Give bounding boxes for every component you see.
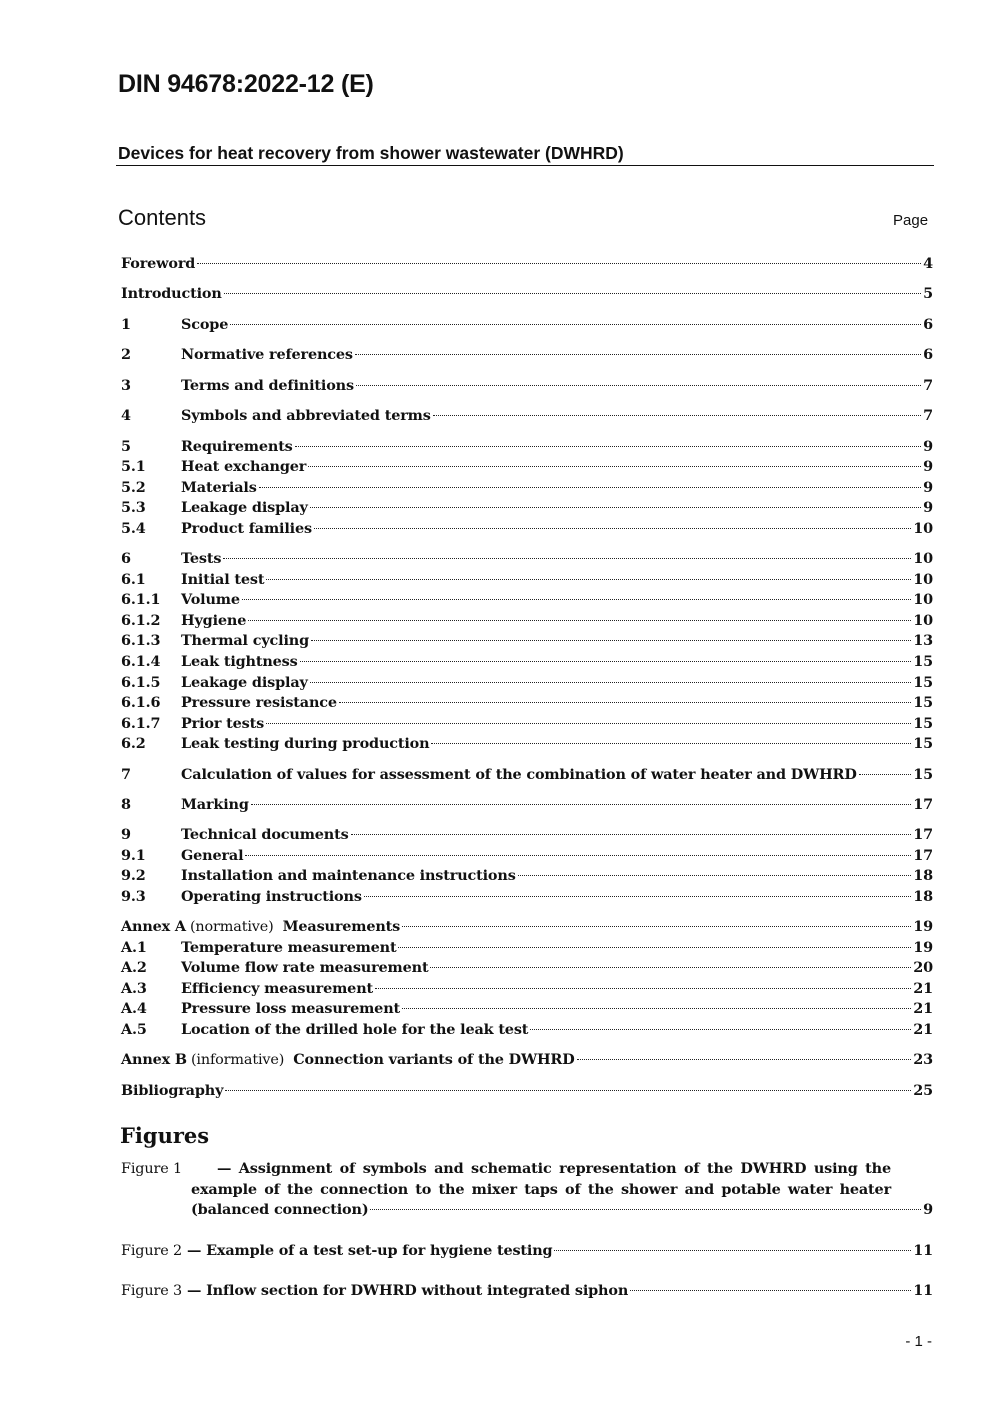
toc-page-number: 18 [913, 888, 933, 905]
toc-page-number: 23 [913, 1051, 933, 1068]
toc-entry[interactable] [121, 519, 933, 539]
toc-title: Connection variants of the DWHRD [293, 1051, 575, 1068]
figure-page: 11 [913, 1242, 933, 1259]
toc-entry[interactable] [121, 866, 933, 886]
toc-title: Calculation of values for assessment of the combination of water heater and DWHRD [181, 766, 857, 783]
toc-number: A.5 [121, 1021, 147, 1038]
toc-entry[interactable] [121, 825, 933, 845]
toc-title: Technical documents [181, 826, 349, 843]
figure-label: Figure 2 [121, 1243, 182, 1259]
toc-number: 1 [121, 316, 131, 333]
figure-title-line: example of the connection to the mixer taps of the shower and potable water heater [191, 1180, 891, 1198]
dot-leader [242, 599, 911, 600]
toc-page-number: 10 [913, 520, 933, 537]
toc-entry[interactable] [121, 714, 933, 734]
toc-number: 6 [121, 550, 131, 567]
toc-entry[interactable] [121, 1050, 933, 1070]
toc-title: Leakage display [181, 674, 308, 691]
toc-title: Leak tightness [181, 653, 298, 670]
dot-leader [245, 855, 911, 856]
toc-title: Operating instructions [181, 888, 362, 905]
toc-title: Initial test [181, 571, 265, 588]
toc-page-number: 9 [923, 438, 933, 455]
dot-leader [339, 702, 911, 703]
toc-entry[interactable] [121, 478, 933, 498]
toc-title: Requirements [181, 438, 293, 455]
toc-page-number: 13 [913, 632, 933, 649]
toc-number: 5.3 [121, 499, 146, 516]
figure-label: Figure 3 [121, 1283, 182, 1299]
toc-entry[interactable] [121, 345, 933, 365]
title-underline [116, 165, 934, 166]
toc-number: A.4 [121, 1000, 147, 1017]
toc-title: Marking [181, 796, 249, 813]
toc-annex-label: Annex A [121, 918, 186, 935]
dot-leader [230, 324, 921, 325]
toc-title: Materials [181, 479, 257, 496]
figure-label: Figure 1 [121, 1161, 182, 1177]
toc-title: Heat exchanger [181, 458, 307, 475]
toc-page-number: 9 [923, 458, 933, 475]
toc-title: Measurements [282, 918, 401, 935]
toc-number: 3 [121, 377, 131, 394]
toc-number: 4 [121, 407, 131, 424]
toc-page-number: 10 [913, 550, 933, 567]
toc-entry[interactable] [121, 457, 933, 477]
dot-leader [577, 1059, 912, 1060]
contents-heading: Contents [118, 205, 207, 230]
toc-number: 6.1.2 [121, 612, 161, 629]
toc-page-number: 19 [913, 939, 933, 956]
dot-leader [311, 640, 911, 641]
toc-entry[interactable] [121, 938, 933, 958]
toc-page-number: 9 [923, 479, 933, 496]
dot-leader [530, 1029, 911, 1030]
toc-page-number: 10 [913, 571, 933, 588]
dot-leader [356, 385, 921, 386]
toc-page-number: 17 [913, 847, 933, 864]
toc-entry[interactable] [121, 611, 933, 631]
dot-leader [554, 1250, 911, 1251]
figures-heading: Figures [120, 1123, 210, 1148]
figure-title: — Inflow section for DWHRD without integrated siphon [187, 1282, 629, 1299]
toc-number: 6.1 [121, 571, 146, 588]
toc-entry[interactable] [121, 765, 933, 785]
toc-number: A.1 [121, 939, 147, 956]
toc-number: 8 [121, 796, 131, 813]
toc-title: Terms and definitions [181, 377, 354, 394]
toc-entry[interactable] [121, 846, 933, 866]
dot-leader [431, 743, 911, 744]
toc-entry[interactable] [121, 734, 933, 754]
toc-page-number: 7 [923, 377, 933, 394]
toc-title: Pressure resistance [181, 694, 337, 711]
toc-number: 5.2 [121, 479, 146, 496]
document-id: DIN 94678:2022-12 (E) [118, 70, 374, 98]
toc-entry[interactable] [121, 1020, 933, 1040]
figure-title-line: — Assignment of symbols and schematic representation of the DWHRD using the [217, 1160, 891, 1177]
toc-number: 2 [121, 346, 131, 363]
toc-number: A.3 [121, 980, 147, 997]
dot-leader [398, 947, 911, 948]
dot-leader [259, 487, 921, 488]
toc-number: 6.2 [121, 735, 146, 752]
toc-number: 6.1.5 [121, 674, 161, 691]
toc-title: Introduction [121, 285, 222, 302]
toc-number: 5.4 [121, 520, 146, 537]
dot-leader [859, 774, 912, 775]
toc-number: 6.1.1 [121, 591, 161, 608]
dot-leader [295, 446, 921, 447]
toc-title: Hygiene [181, 612, 247, 629]
toc-number: 6.1.4 [121, 653, 161, 670]
toc-entry[interactable] [121, 631, 933, 651]
toc-title: Efficiency measurement [181, 980, 373, 997]
toc-entry[interactable] [121, 590, 933, 610]
dot-leader [310, 682, 912, 683]
toc-title: Installation and maintenance instructions [181, 867, 516, 884]
dot-leader [364, 896, 911, 897]
toc-page-number: 15 [913, 653, 933, 670]
toc-entry[interactable] [121, 406, 933, 426]
toc-entry[interactable] [121, 376, 933, 396]
toc-entry[interactable] [121, 693, 933, 713]
toc-page-number: 7 [923, 407, 933, 424]
dot-leader [310, 507, 921, 508]
toc-page-number: 6 [923, 346, 933, 363]
toc-number: 9.3 [121, 888, 146, 905]
page-number: - 1 - [905, 1333, 932, 1350]
dot-leader [433, 415, 921, 416]
toc-page-number: 17 [913, 826, 933, 843]
toc-entry[interactable] [121, 437, 933, 457]
toc-number: 7 [121, 766, 131, 783]
toc-entry[interactable] [121, 795, 933, 815]
toc-number: 5.1 [121, 458, 146, 475]
toc-entry[interactable] [121, 284, 933, 304]
figure-page: 9 [923, 1201, 933, 1218]
toc-page-number: 5 [923, 285, 933, 302]
toc-entry[interactable] [121, 254, 933, 274]
dot-leader [370, 1209, 921, 1210]
dot-leader [430, 967, 911, 968]
toc-page-number: 21 [913, 1021, 933, 1038]
toc-title: Symbols and abbreviated terms [181, 407, 431, 424]
toc-title: Leakage display [181, 499, 308, 516]
toc-page-number: 20 [913, 959, 933, 976]
figure-page: 11 [913, 1282, 933, 1299]
toc-title: Bibliography [121, 1082, 224, 1099]
dot-leader [197, 263, 921, 264]
dot-leader [266, 723, 911, 724]
dot-leader [351, 834, 912, 835]
toc-number: 6.1.3 [121, 632, 161, 649]
dot-leader [225, 1090, 911, 1091]
toc-annex-kind: (informative) [190, 1052, 285, 1068]
toc-page-number: 21 [913, 980, 933, 997]
toc-page-number: 10 [913, 591, 933, 608]
toc-page-number: 6 [923, 316, 933, 333]
toc-page-number: 19 [913, 918, 933, 935]
toc-page-number: 25 [913, 1082, 933, 1099]
toc-title: Tests [181, 550, 222, 567]
toc-entry[interactable] [121, 887, 933, 907]
dot-leader [518, 875, 912, 876]
toc-page-number: 4 [923, 255, 933, 272]
toc-title: Volume flow rate measurement [181, 959, 429, 976]
toc-annex-label: Annex B [121, 1051, 187, 1068]
dot-leader [402, 926, 911, 927]
toc-page-number: 18 [913, 867, 933, 884]
toc-number: 6.1.6 [121, 694, 161, 711]
toc-title: Location of the drilled hole for the leak test [181, 1021, 529, 1038]
toc-page-number: 15 [913, 694, 933, 711]
dot-leader [251, 804, 912, 805]
toc-page-number: 17 [913, 796, 933, 813]
dot-leader [308, 466, 921, 467]
toc-entry[interactable] [121, 917, 933, 937]
toc-title: Temperature measurement [181, 939, 397, 956]
toc-title: Leak testing during production [181, 735, 430, 752]
toc-title: Normative references [181, 346, 353, 363]
toc-annex-kind: (normative) [189, 919, 274, 935]
toc-entry[interactable] [121, 673, 933, 693]
toc-page-number: 21 [913, 1000, 933, 1017]
toc-number: 5 [121, 438, 131, 455]
toc-title: Pressure loss measurement [181, 1000, 401, 1017]
toc-title: Scope [181, 316, 229, 333]
toc-entry[interactable] [121, 979, 933, 999]
page-column-label: Page [893, 212, 929, 229]
toc-title: Volume [181, 591, 240, 608]
dot-leader [375, 988, 911, 989]
toc-title: Thermal cycling [181, 632, 310, 649]
toc-entry[interactable] [121, 570, 933, 590]
toc-number: 9.1 [121, 847, 146, 864]
figure-entry-2[interactable] [121, 1241, 933, 1262]
toc-entry[interactable] [121, 652, 933, 672]
dot-leader [314, 528, 911, 529]
toc-number: 9 [121, 826, 131, 843]
toc-number: 9.2 [121, 867, 146, 884]
toc-number: A.2 [121, 959, 147, 976]
toc-title: Prior tests [181, 715, 265, 732]
figure-entry-3[interactable] [121, 1281, 933, 1302]
toc-entry[interactable] [121, 549, 933, 569]
toc-entry[interactable] [121, 315, 933, 335]
figure-title-line: (balanced connection) [191, 1201, 369, 1218]
toc-page-number: 15 [913, 715, 933, 732]
toc-page-number: 10 [913, 612, 933, 629]
toc-entry[interactable] [121, 999, 933, 1019]
dot-leader [630, 1290, 911, 1291]
toc-entry[interactable] [121, 1081, 933, 1101]
toc-title: Foreword [121, 255, 196, 272]
toc-page-number: 15 [913, 766, 933, 783]
toc-entry[interactable] [121, 958, 933, 978]
toc-entry[interactable] [121, 498, 933, 518]
toc-page-number: 9 [923, 499, 933, 516]
toc-title: Product families [181, 520, 312, 537]
figure-entry-1[interactable] [121, 1159, 933, 1221]
dot-leader [266, 579, 911, 580]
toc-page-number: 15 [913, 674, 933, 691]
dot-leader [300, 661, 912, 662]
toc-number: 6.1.7 [121, 715, 161, 732]
dot-leader [223, 558, 911, 559]
toc-page-number: 15 [913, 735, 933, 752]
dot-leader [224, 293, 921, 294]
dot-leader [402, 1008, 911, 1009]
document-title: Devices for heat recovery from shower wastewater (DWHRD) [118, 143, 624, 163]
dot-leader [248, 620, 911, 621]
figure-title: — Example of a test set-up for hygiene testing [187, 1242, 553, 1259]
toc-title: General [181, 847, 244, 864]
dot-leader [355, 354, 921, 355]
